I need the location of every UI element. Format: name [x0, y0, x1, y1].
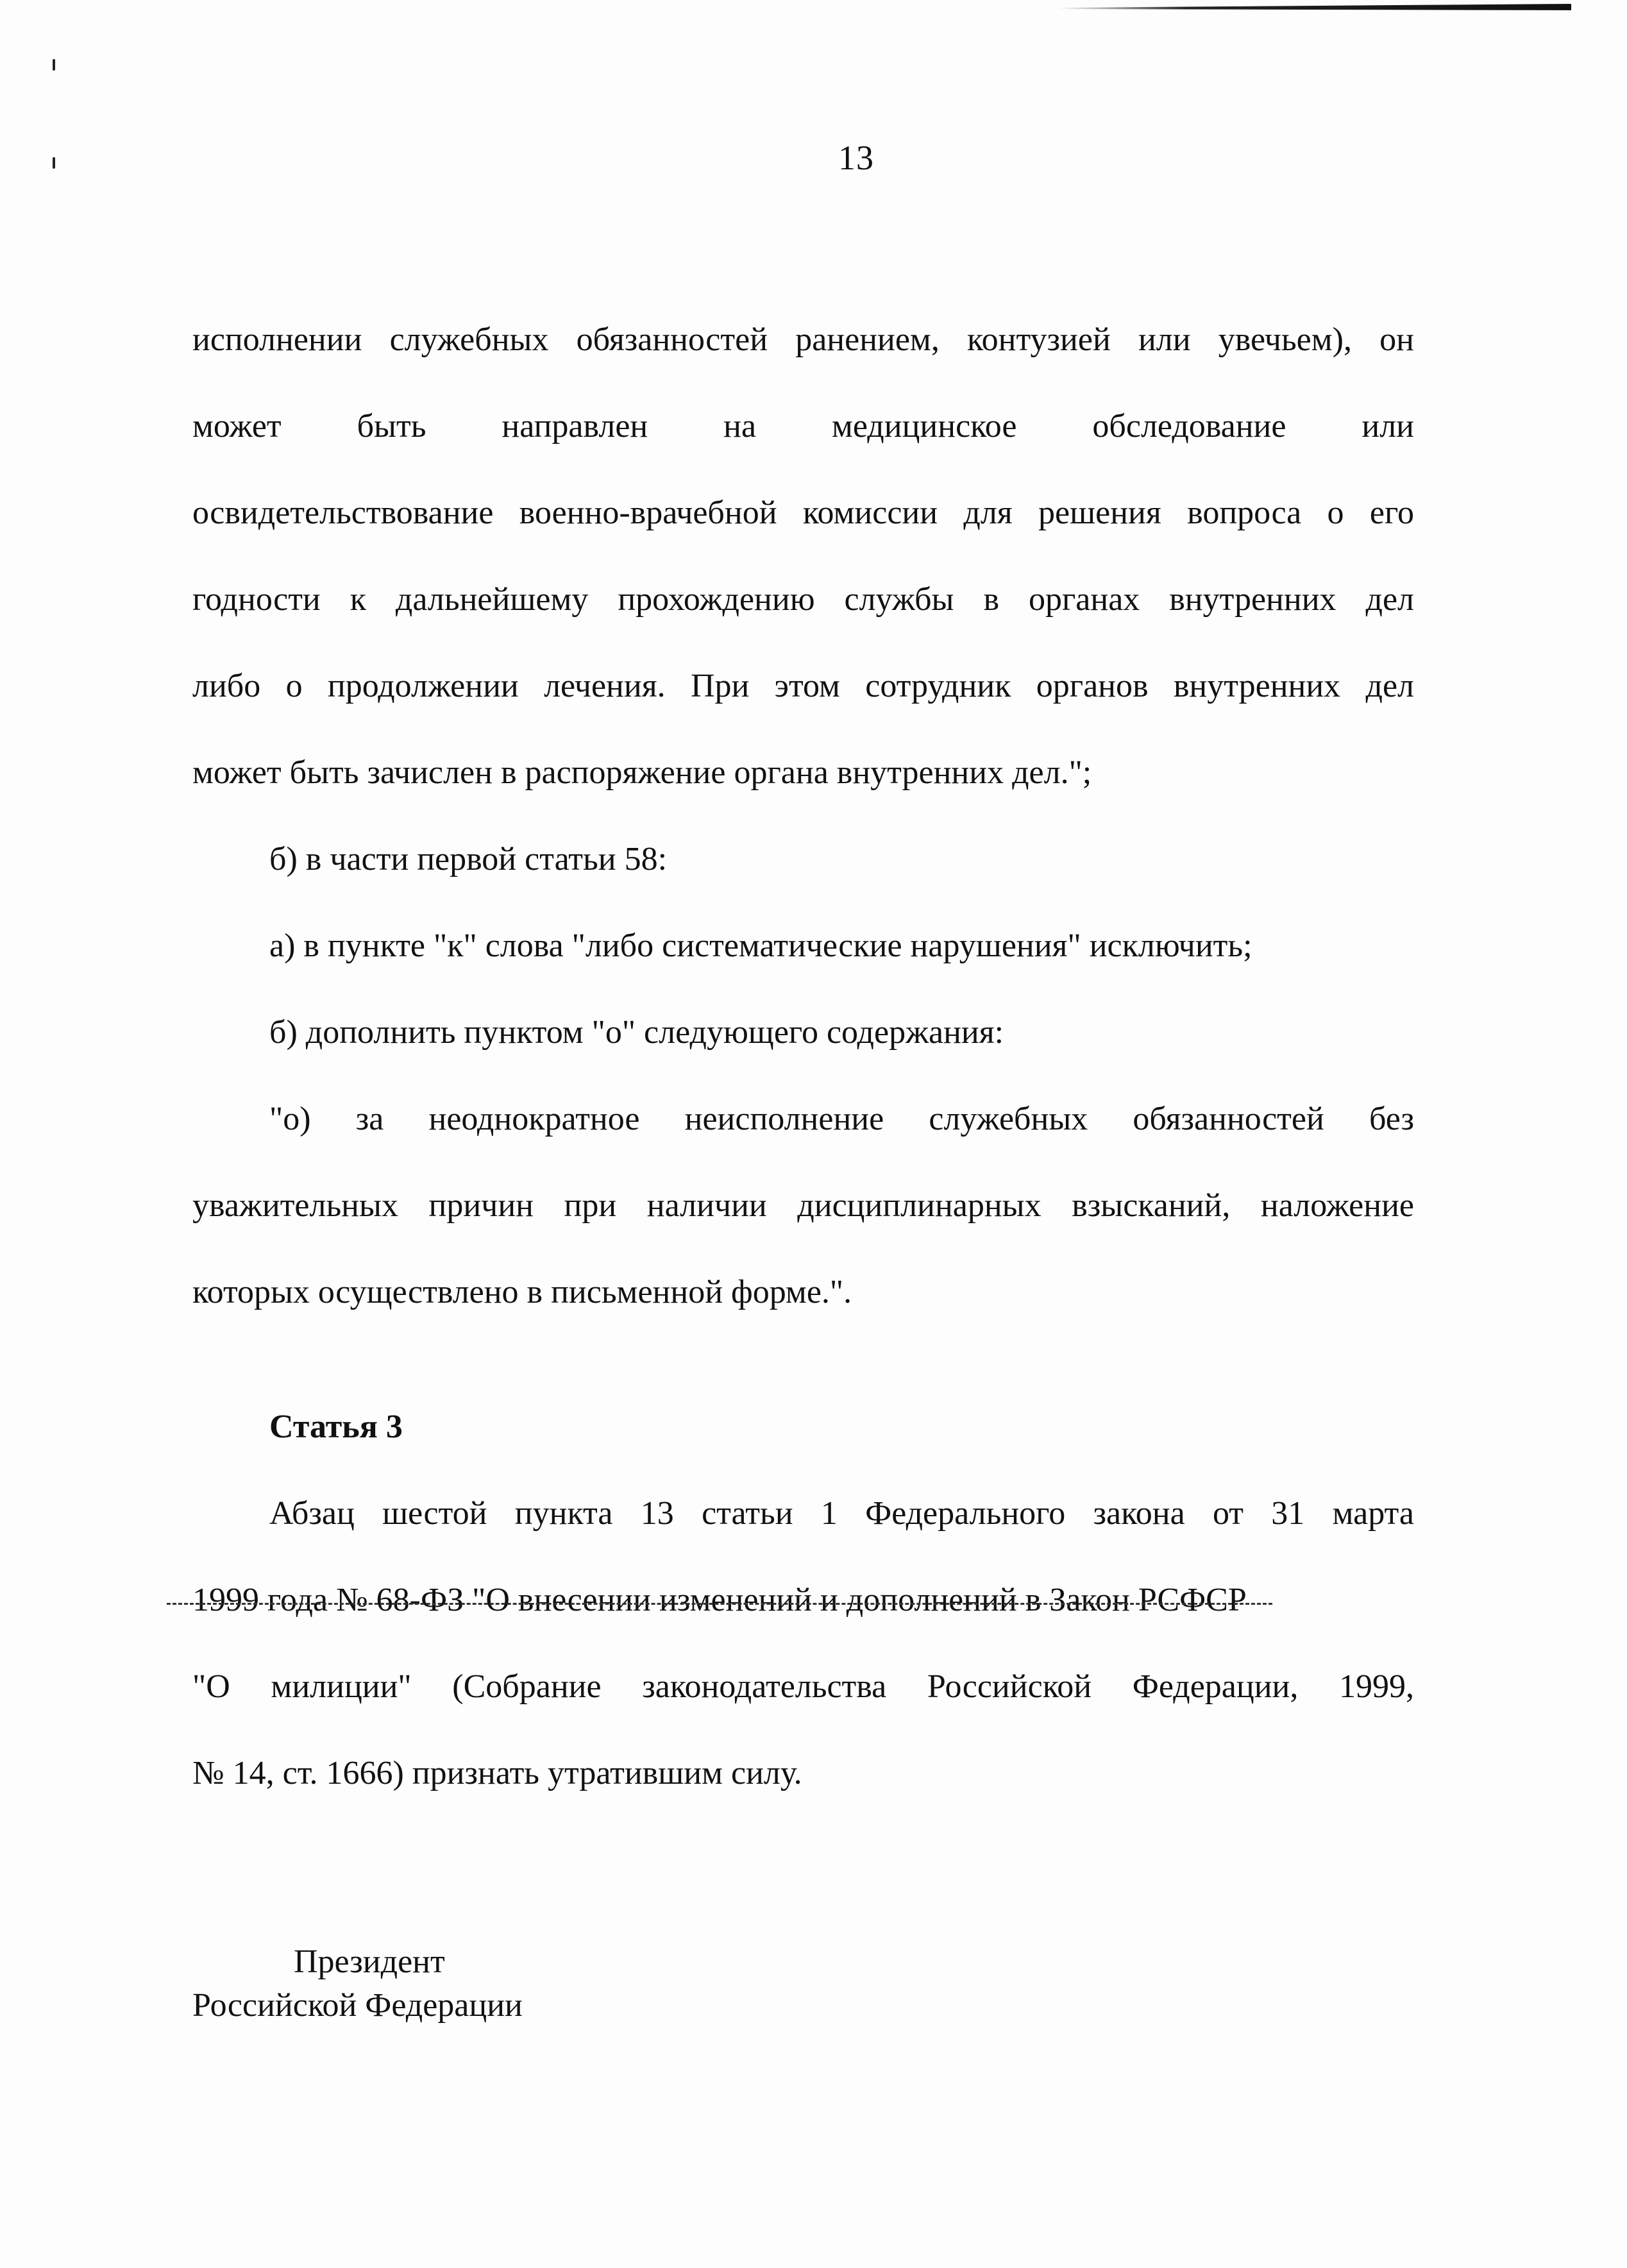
article-line: "О милиции" (Собрание законодательства Российской Федерации, 1999, — [192, 1668, 1414, 1705]
amendment-item: б) дополнить пунктом "о" следующего содержания: — [269, 1014, 1004, 1051]
article-line: № 14, ст. 1666) признать утратившим силу. — [192, 1755, 802, 1791]
quoted-clause-line: "о) за неоднократное неисполнение служебных обязанностей без — [269, 1101, 1414, 1137]
scan-artifact-bar — [1058, 4, 1571, 10]
quoted-clause-line: которых осуществлено в письменной форме.". — [192, 1274, 852, 1310]
body-line: либо о продолжении лечения. При этом сотрудник органов внутренних дел — [192, 668, 1414, 704]
body-line: годности к дальнейшему прохождению службы в органах внутренних дел — [192, 581, 1414, 618]
page-number: 13 — [838, 139, 874, 177]
article-heading: Статья 3 — [269, 1409, 403, 1445]
article-line-struck — [192, 1581, 1414, 1620]
struck-text: 1999 года № 68-ФЗ "О внесении изменений и дополнений в Закон РСФСР — [192, 1582, 1247, 1618]
body-line: исполнении служебных обязанностей ранением, контузией или увечьем), он — [192, 321, 1414, 358]
amendment-item: б) в части первой статьи 58: — [269, 841, 668, 877]
signature-country: Российской Федерации — [192, 1987, 523, 2024]
body-line: может быть зачислен в распоряжение органа внутренних дел."; — [192, 754, 1092, 791]
article-line: Абзац шестой пункта 13 статьи 1 Федерального закона от 31 марта — [269, 1495, 1414, 1532]
body-line: может быть направлен на медицинское обследование или — [192, 408, 1414, 444]
amendment-item: а) в пункте "к" слова "либо систематические нарушения" исключить; — [269, 927, 1252, 964]
signature-title: Президент — [294, 1943, 445, 1980]
body-line: освидетельствование военно-врачебной комиссии для решения вопроса о его — [192, 495, 1414, 531]
margin-mark — [53, 59, 55, 71]
quoted-clause-line: уважительных причин при наличии дисциплинарных взысканий, наложение — [192, 1187, 1414, 1224]
